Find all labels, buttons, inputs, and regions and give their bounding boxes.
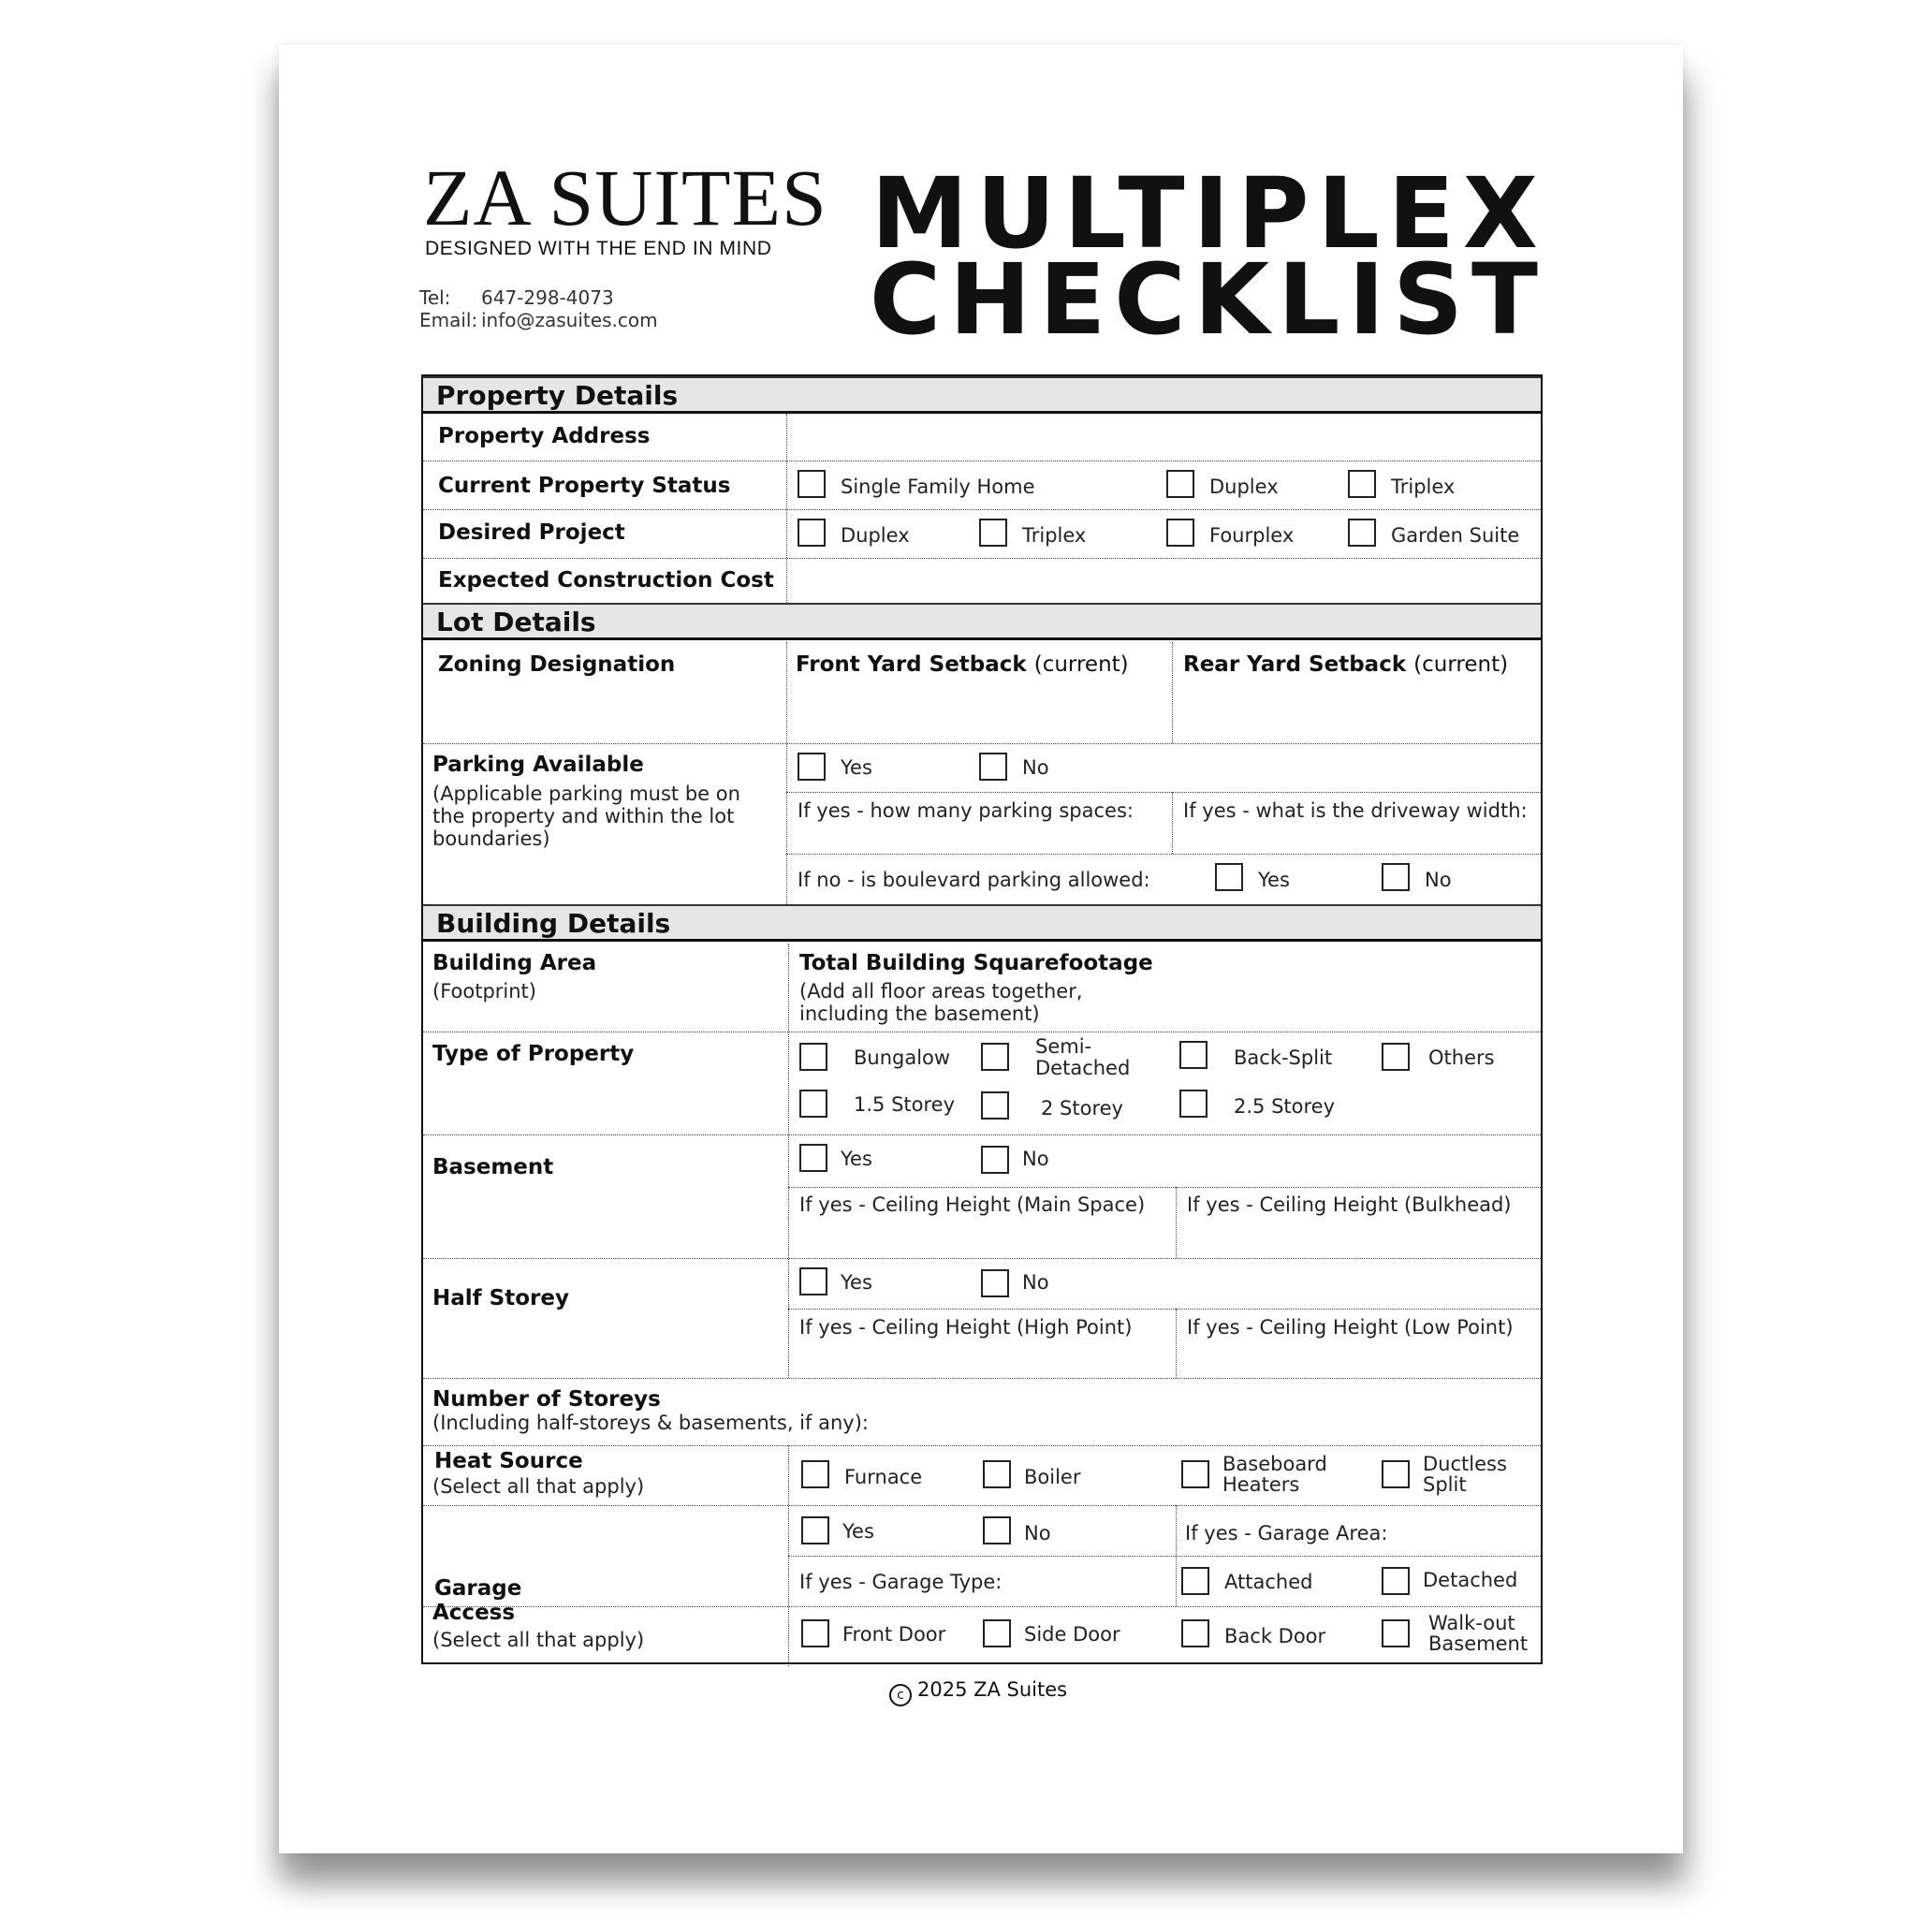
title-line-1: MULTIPLEX (871, 156, 1546, 271)
checkbox-bungalow[interactable] (799, 1043, 827, 1071)
label-zoning: Zoning Designation (438, 652, 676, 677)
checkbox-garage-yes[interactable] (801, 1516, 829, 1544)
section-lot-details (423, 603, 1541, 640)
label-parking-spaces: If yes - how many parking spaces: (798, 799, 1134, 822)
tel-label: Tel: (419, 286, 451, 309)
checkbox-2-storey[interactable] (981, 1091, 1009, 1120)
option-heaters: Heaters (1222, 1473, 1300, 1496)
label-desired-project: Desired Project (438, 520, 625, 545)
label-access: Access (432, 1601, 516, 1625)
checkbox-garage-no[interactable] (983, 1516, 1011, 1544)
label-heat-source: Heat Source (434, 1449, 583, 1473)
checkbox-boulevard-no[interactable] (1382, 863, 1410, 891)
option-1-5-storey: 1.5 Storey (854, 1093, 956, 1116)
checkbox-boiler[interactable] (983, 1460, 1011, 1488)
basement-yes-label: Yes (841, 1148, 872, 1170)
label-boulevard: If no - is boulevard parking allowed: (798, 869, 1150, 891)
front-setback-text: Front Yard Setback (796, 652, 1027, 677)
copyright-text: 2025 ZA Suites (917, 1678, 1068, 1701)
title-line-2: CHECKLIST (869, 242, 1546, 357)
boulevard-no-label: No (1425, 869, 1452, 891)
checkbox-2-5-storey[interactable] (1179, 1090, 1208, 1118)
checkbox-garage-detached[interactable] (1382, 1567, 1410, 1595)
label-number-of-storeys: Number of Storeys (432, 1387, 661, 1412)
contact-email (419, 309, 658, 331)
checkbox-half-storey-yes[interactable] (799, 1267, 827, 1295)
total-sqft-note-2: including the basement) (799, 1003, 1040, 1025)
boulevard-yes-label: Yes (1258, 869, 1290, 891)
checkbox-back-door[interactable] (1181, 1619, 1209, 1647)
label-construction-cost: Expected Construction Cost (438, 568, 774, 593)
checkbox-boulevard-yes[interactable] (1215, 863, 1243, 891)
label-driveway-width: If yes - what is the driveway width: (1183, 799, 1528, 822)
label-parking: Parking Available (432, 753, 644, 777)
basement-no-label: No (1022, 1148, 1049, 1170)
option-status-duplex: Duplex (1209, 476, 1279, 498)
label-current-status: Current Property Status (438, 474, 731, 498)
total-sqft-note-1: (Add all floor areas together, (799, 980, 1083, 1003)
checkbox-desired-triplex[interactable] (979, 519, 1007, 547)
tel-value: 647-298-4073 (481, 286, 614, 309)
label-total-sqft: Total Building Squarefootage (799, 951, 1153, 975)
option-attached: Attached (1224, 1571, 1313, 1593)
footer-copyright (889, 1678, 1067, 1706)
label-garage-type: If yes - Garage Type: (799, 1571, 1003, 1593)
checkbox-desired-garden-suite[interactable] (1348, 519, 1376, 547)
checkbox-half-storey-no[interactable] (981, 1269, 1009, 1297)
label-rear-setback (1183, 652, 1508, 677)
checklist-form (421, 374, 1543, 1664)
access-select-note: (Select all that apply) (432, 1629, 645, 1651)
garage-yes-label: Yes (842, 1520, 874, 1543)
checkbox-status-duplex[interactable] (1166, 470, 1194, 498)
label-type-of-property: Type of Property (432, 1042, 635, 1066)
option-desired-triplex: Triplex (1022, 524, 1087, 547)
checkbox-walk-out-basement[interactable] (1382, 1619, 1410, 1647)
checkbox-back-split[interactable] (1179, 1041, 1208, 1069)
option-back-door: Back Door (1224, 1625, 1326, 1647)
option-furnace: Furnace (844, 1466, 923, 1488)
checkbox-status-triplex[interactable] (1348, 470, 1376, 498)
section-building-details (423, 904, 1541, 942)
checkbox-single-family[interactable] (798, 470, 826, 498)
option-detached: Detached (1035, 1057, 1131, 1079)
label-garage: Garage (434, 1576, 522, 1601)
half-storey-no-label: No (1022, 1271, 1049, 1294)
copyright-icon: c (889, 1684, 912, 1706)
label-property-address: Property Address (438, 424, 651, 448)
label-front-setback (796, 652, 1129, 677)
option-bungalow: Bungalow (854, 1046, 951, 1069)
checkbox-parking-yes[interactable] (798, 753, 826, 781)
option-2-storey: 2 Storey (1041, 1097, 1123, 1120)
option-single-family: Single Family Home (841, 476, 1035, 498)
parking-note-3: boundaries) (432, 827, 550, 850)
checkbox-semi-detached[interactable] (981, 1043, 1009, 1071)
option-2-5-storey: 2.5 Storey (1234, 1095, 1336, 1118)
brand-tagline: DESIGNED WITH THE END IN MIND (425, 238, 772, 259)
option-basement: Basement (1428, 1632, 1529, 1655)
checkbox-side-door[interactable] (983, 1619, 1011, 1647)
checkbox-front-door[interactable] (801, 1619, 829, 1647)
section-property-details (423, 376, 1541, 414)
checkbox-garage-attached[interactable] (1181, 1567, 1209, 1595)
checkbox-furnace[interactable] (801, 1460, 829, 1488)
checkbox-basement-no[interactable] (981, 1146, 1009, 1174)
garage-no-label: No (1024, 1522, 1051, 1544)
option-detached-garage: Detached (1423, 1569, 1518, 1591)
label-half-high-point: If yes - Ceiling Height (High Point) (799, 1316, 1133, 1339)
option-split: Split (1423, 1473, 1467, 1496)
rear-setback-text: Rear Yard Setback (1183, 652, 1407, 677)
checkbox-desired-duplex[interactable] (798, 519, 826, 547)
option-status-triplex: Triplex (1391, 476, 1456, 498)
option-ductless: Ductless (1423, 1453, 1507, 1475)
parking-no-label: No (1022, 756, 1049, 779)
label-half-storey: Half Storey (432, 1286, 569, 1310)
label-half-low-point: If yes - Ceiling Height (Low Point) (1187, 1316, 1514, 1339)
brand-logo: ZA SUITES (423, 153, 827, 242)
label-basement-main-height: If yes - Ceiling Height (Main Space) (799, 1193, 1146, 1216)
label-basement: Basement (432, 1155, 554, 1179)
email-value: info@zasuites.com (481, 309, 658, 331)
section-title: Property Details (436, 380, 679, 411)
rear-setback-qualifier: (current) (1413, 652, 1509, 677)
checkbox-desired-fourplex[interactable] (1166, 519, 1194, 547)
building-area-note: (Footprint) (432, 980, 536, 1003)
email-label: Email: (419, 309, 478, 331)
half-storey-yes-label: Yes (841, 1271, 872, 1294)
contact-tel (419, 286, 614, 309)
option-desired-fourplex: Fourplex (1209, 524, 1295, 547)
option-boiler: Boiler (1024, 1466, 1081, 1488)
storeys-note: (Including half-storeys & basements, if any): (432, 1412, 869, 1434)
heat-select-note: (Select all that apply) (432, 1475, 645, 1498)
option-front-door: Front Door (842, 1623, 946, 1646)
section-title: Building Details (436, 908, 671, 939)
checkbox-parking-no[interactable] (979, 753, 1007, 781)
option-walk-out: Walk-out (1428, 1612, 1515, 1634)
parking-yes-label: Yes (841, 756, 872, 779)
parking-note-1: (Applicable parking must be on (432, 783, 740, 805)
option-side-door: Side Door (1024, 1623, 1120, 1646)
option-desired-garden-suite: Garden Suite (1391, 524, 1520, 547)
checkbox-basement-yes[interactable] (799, 1144, 827, 1172)
section-title: Lot Details (436, 607, 596, 637)
option-back-split: Back-Split (1234, 1046, 1333, 1069)
checkbox-baseboard-heaters[interactable] (1181, 1460, 1209, 1488)
option-semi: Semi- (1035, 1035, 1092, 1058)
label-garage-area: If yes - Garage Area: (1185, 1522, 1388, 1544)
label-basement-bulkhead-height: If yes - Ceiling Height (Bulkhead) (1187, 1193, 1512, 1216)
parking-note-2: the property and within the lot (432, 805, 735, 827)
checkbox-1-5-storey[interactable] (799, 1090, 827, 1118)
option-baseboard: Baseboard (1222, 1453, 1327, 1475)
front-setback-qualifier: (current) (1033, 652, 1129, 677)
option-others: Others (1428, 1046, 1495, 1069)
checkbox-ductless-split[interactable] (1382, 1460, 1410, 1488)
label-building-area: Building Area (432, 951, 597, 975)
checkbox-others[interactable] (1382, 1043, 1410, 1071)
option-desired-duplex: Duplex (841, 524, 910, 547)
